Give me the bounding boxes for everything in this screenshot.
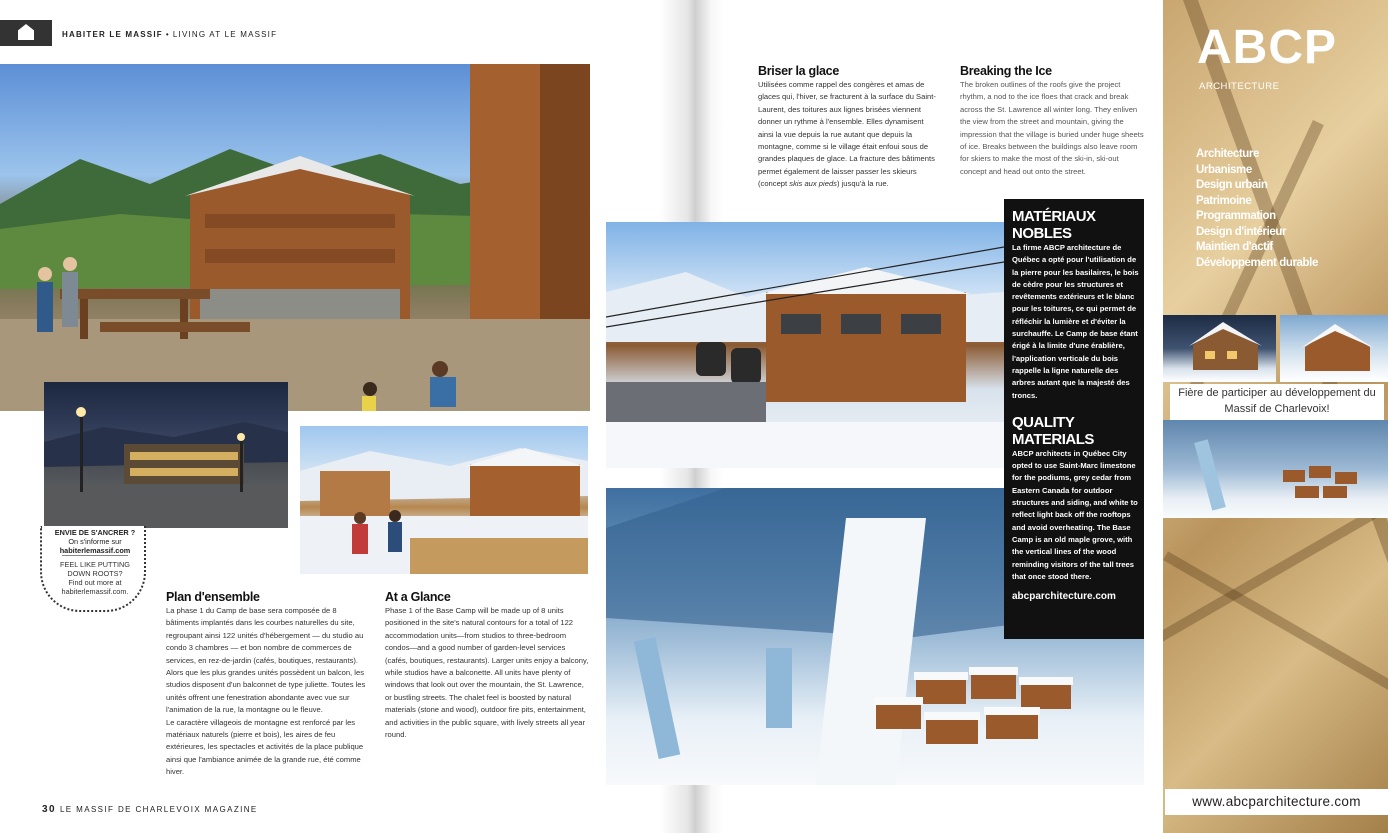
abcp-logo-subtitle: ARCHITECTURE (1199, 81, 1280, 92)
night-village-photo (44, 382, 288, 528)
chalet-night-illustration (1163, 315, 1276, 382)
services-list (1196, 147, 1318, 271)
plan-paragraph-2: Le caractère villageois de montagne est renforcé par les matériaux naturels (pierre et bois), les aires de feu extérieures, les spectacles et activités de la place publique ainsi que l'ambiance animée de la grande rue, été comme hiver. (166, 717, 364, 777)
chalet-day-illustration (1280, 315, 1388, 382)
glance-paragraph: Phase 1 of the Base Camp will be made up of 8 units positioned in the site's natural contours for a total of 122 accommodation units—from studios to three-bedroom condos—and a good number of garden-level services (cafés, boutiques, restaurants). Larger units enjoy a balcony, while studios have a balconette. All units have plenty of windows that look out over the mountain, the St. Lawrence, or bustling streets. The chalet feel is boosted by natural materials (stone and wood), outdoor fire pits, entertainment, and activities in the public square, with lively streets all year round. (385, 606, 589, 740)
ad-aerial-render (1163, 420, 1388, 518)
breaking-paragraph: The broken outlines of the roofs give the project rhythm, a nod to the ice floes that crack and break across the St. Lawrence all winter long. They enliven the view from the street and mountain, giving the impression that the village is buried under huge sheets of ice. Breaks between the buildings also leave room for skiers to make the most of the ski-in, ski-out concept and head out onto the street. (960, 80, 1144, 176)
hero-illustration (0, 64, 590, 411)
briser-text-end: ) jusqu'à la rue. (836, 179, 889, 189)
callout-en-link[interactable]: habiterlemassif.com. (61, 587, 129, 596)
plan-paragraph: La phase 1 du Camp de base sera composée de 8 bâtiments implantés dans les courbes naturelles du site, regroupant ainsi 122 unités d'hébergement — du studio au condo 3 chambres — et bon nombre de commerces de services, en rez-de-jardin (cafés, boutiques, restaurants). Alors que les plus grandes unités possèdent un balcon, les studios disposent d'un balconnet de type juliette. Toutes les unités offrent une fenestration abondante avec vue sur l'animation de la rue, la montagne ou le fleuve. (166, 606, 366, 715)
service-item: Programmation (1196, 210, 1276, 222)
winter-illustration (300, 426, 588, 574)
callout-en (48, 560, 142, 596)
breaking-heading: Breaking the Ice (960, 64, 1052, 78)
running-head-separator: • (165, 30, 170, 39)
service-item: Patrimoine (1196, 194, 1252, 207)
callout-fr-line: On s'informe sur (68, 537, 122, 546)
materials-fr-heading: MATÉRIAUX NOBLES (1012, 208, 1096, 242)
plan-article (166, 605, 371, 779)
ad-url-link[interactable]: www.abcparchitecture.com (1165, 789, 1388, 815)
materials-en-heading: QUALITY MATERIALS (1012, 413, 1094, 448)
briser-italic: skis aux pieds (789, 179, 837, 189)
ad-chalet-night-photo (1163, 315, 1276, 382)
running-head-fr: HABITER LE MASSIF (62, 30, 163, 39)
running-head (62, 30, 277, 39)
service-item: Maintien d'actif (1196, 241, 1273, 253)
briser-heading: Briser la glace (758, 64, 839, 78)
materials-fr-text: La firme ABCP architecture de Québec a opté pour l'utilisation de la pierre pour les basilaires, le bois de cèdre pour les structures et revêtements extérieurs et le blanc pour les toitures, ce qui permet de réfléchir la lumière et d'éviter la surchauffe. Le Camp de base étant érigé à la limite d'une érablière, l'application verticale du bois rappelle la ligne naturelle des arbres autant que la majesté des troncs. (1012, 243, 1139, 400)
service-item: Développement durable (1196, 256, 1318, 269)
callout-fr-line: ENVIE DE S'ANCRER ? (54, 528, 136, 537)
ad-aerial-illustration (1163, 420, 1388, 518)
service-item: Design d'intérieur (1196, 225, 1287, 238)
materials-box (1004, 199, 1144, 639)
callout-en-line: DOWN ROOTS? (67, 569, 123, 578)
magazine-name: LE MASSIF DE CHARLEVOIX MAGAZINE (59, 805, 258, 814)
materials-en-text: ABCP architects in Québec City opted to use Saint-Marc limestone for the podiums, grey cedar from Eastern Canada for outdoor structures and siding, and white to reflect light back off the rooftops and avoid overheating. The Base Camp is an old maple grove, with the vertical lines of the wood reminding visitors of the tall trees that once stood there. (1012, 448, 1138, 581)
gondola-illustration (606, 222, 1004, 468)
callout-fr (48, 528, 142, 555)
page-folio (42, 804, 258, 815)
service-item: Design urbain (1196, 179, 1268, 191)
glance-heading: At a Glance (385, 590, 451, 604)
winter-street-photo (300, 426, 588, 574)
callout-en-line: Find out more at (68, 578, 122, 587)
ad-chalet-day-photo (1280, 315, 1388, 382)
plan-heading: Plan d'ensemble (166, 590, 260, 604)
briser-paragraph (758, 79, 940, 191)
callout-divider (62, 555, 128, 556)
page-number: 30 (42, 804, 56, 815)
hero-village-photo (0, 64, 590, 411)
service-item: Urbanisme (1196, 163, 1252, 176)
materials-url-link[interactable]: abcparchitecture.com (1012, 591, 1116, 603)
abcp-logo: ABCP (1197, 21, 1338, 74)
service-item: Architecture (1196, 148, 1259, 160)
callout-en-line: FEEL LIKE PUTTING (60, 560, 130, 569)
callout-fr-link[interactable]: habiterlemassif.com (59, 546, 131, 555)
running-head-en: LIVING AT LE MASSIF (172, 30, 278, 39)
ad-caption: Fière de participer au développement du Massif de Charlevoix! (1170, 384, 1384, 421)
night-illustration (44, 382, 288, 528)
gondola-photo (606, 222, 1004, 468)
briser-text: Utilisées comme rappel des congères et amas de glaces qui, l'hiver, se fracturent à la surface du Saint-Laurent, des toitures aux lignes brisées viennent donner un rythme à l'ensemble. Elles dynamisent ainsi la vue depuis la rue autant que depuis la montagne, comme si le village était enfoui sous de grandes plaques de glace. La fracture des bâtiments permet également de laisser passer les skieurs (concept (758, 80, 936, 189)
